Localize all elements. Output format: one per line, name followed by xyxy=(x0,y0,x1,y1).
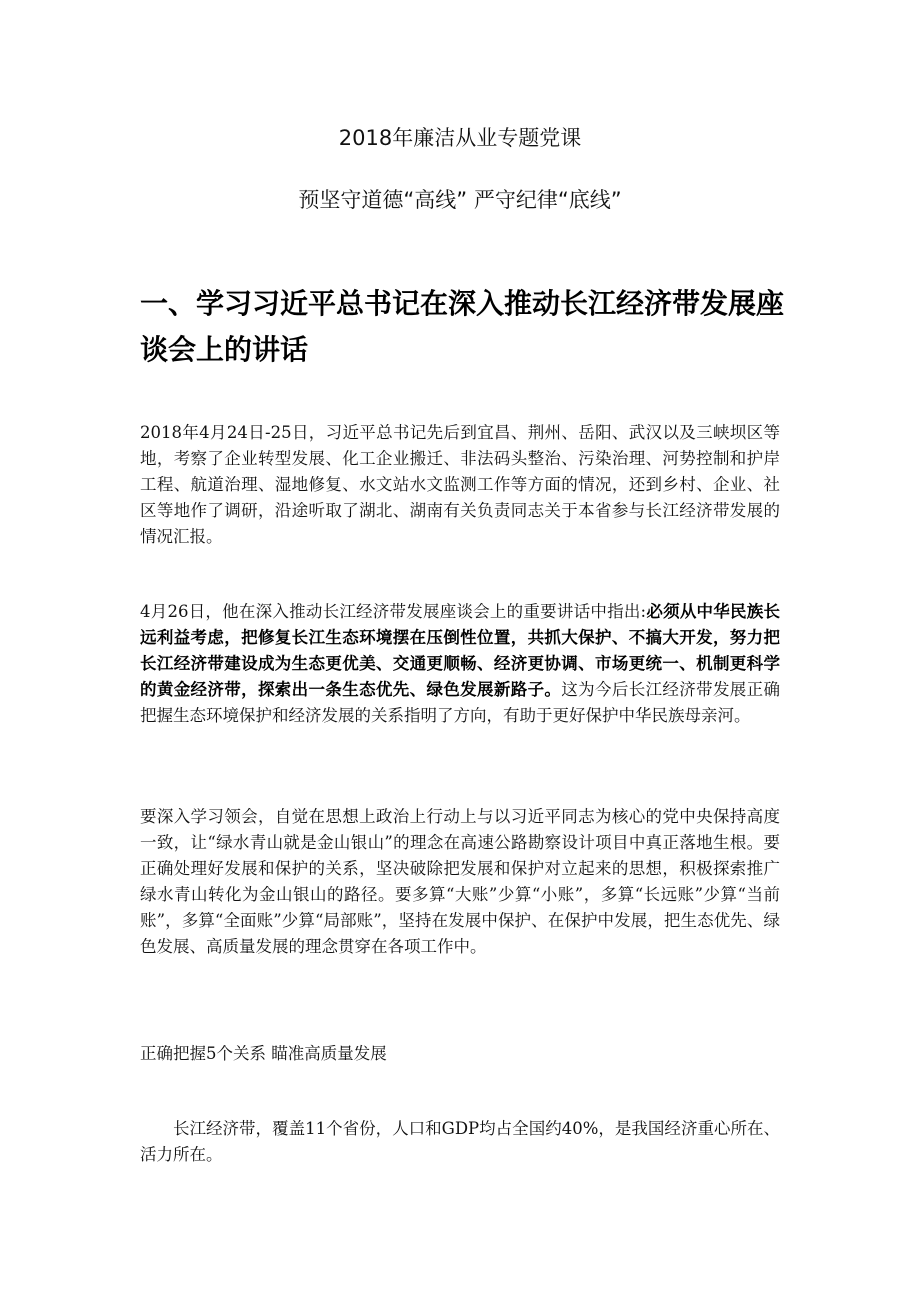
paragraph-2-intro: 4月26日，他在深入推动长江经济带发展座谈会上的重要讲话中指出: xyxy=(140,602,647,621)
subheading: 正确把握5个关系 瞄准高质量发展 xyxy=(140,1044,387,1063)
paragraph-2-emphasis: 必须从中华民族长远利益考虑，把修复长江生态环境摆在压倒性位置，共抓大保护、不搞大开发，努力把长江经济带建设成为生态更优美、交通更顺畅、经济更协调、市场更统一、机制更科学的黄金经济带，探索出一条生态优先、绿色发展新路子。 xyxy=(140,602,780,699)
document-title: 2018年廉洁从业专题党课 xyxy=(338,126,582,150)
paragraph-2 xyxy=(140,599,780,729)
paragraph-2-rest: 这为今后长江经济带发展正确把握生态环境保护和经济发展的关系指明了方向，有助于更好保护中华民族母亲河。 xyxy=(140,680,781,725)
paragraph-1: 2018年4月24日-25日，习近平总书记先后到宜昌、荆州、岳阳、武汉以及三峡坝区等地，考察了企业转型发展、化工企业搬迁、非法码头整治、污染治理、河势控制和护岸工程、航道治理、湿地修复、水文站水文监测工作等方面的情况，还到乡村、企业、社区等地作了调研，沿途听取了湖北、湖南有关负责同志关于本省参与长江经济带发展的情况汇报。 xyxy=(140,423,780,546)
paragraph-4: 长江经济带，覆盖11个省份，人口和GDP均占全国约40%，是我国经济重心所在、活力所在。 xyxy=(140,1119,780,1164)
section-heading: 一、学习习近平总书记在深入推动长江经济带发展座谈会上的讲话 xyxy=(140,287,785,366)
document-subtitle: 预坚守道德“高线” 严守纪律“底线” xyxy=(298,188,622,212)
paragraph-3: 要深入学习领会，自觉在思想上政治上行动上与以习近平同志为核心的党中央保持高度一致，让“绿水青山就是金山银山”的理念在高速公路勘察设计项目中真正落地生根。要正确处理好发展和保护的关系，坚决破除把发展和保护对立起来的思想，积极探索推广绿水青山转化为金山银山的路径。要多算“大账”少算“小账”，多算“长远账”少算“当前账”，多算“全面账”少算“局部账”，坚持在发展中保护、在保护中发展，把生态优先、绿色发展、高质量发展的理念贯穿在各项工作中。 xyxy=(140,807,780,956)
